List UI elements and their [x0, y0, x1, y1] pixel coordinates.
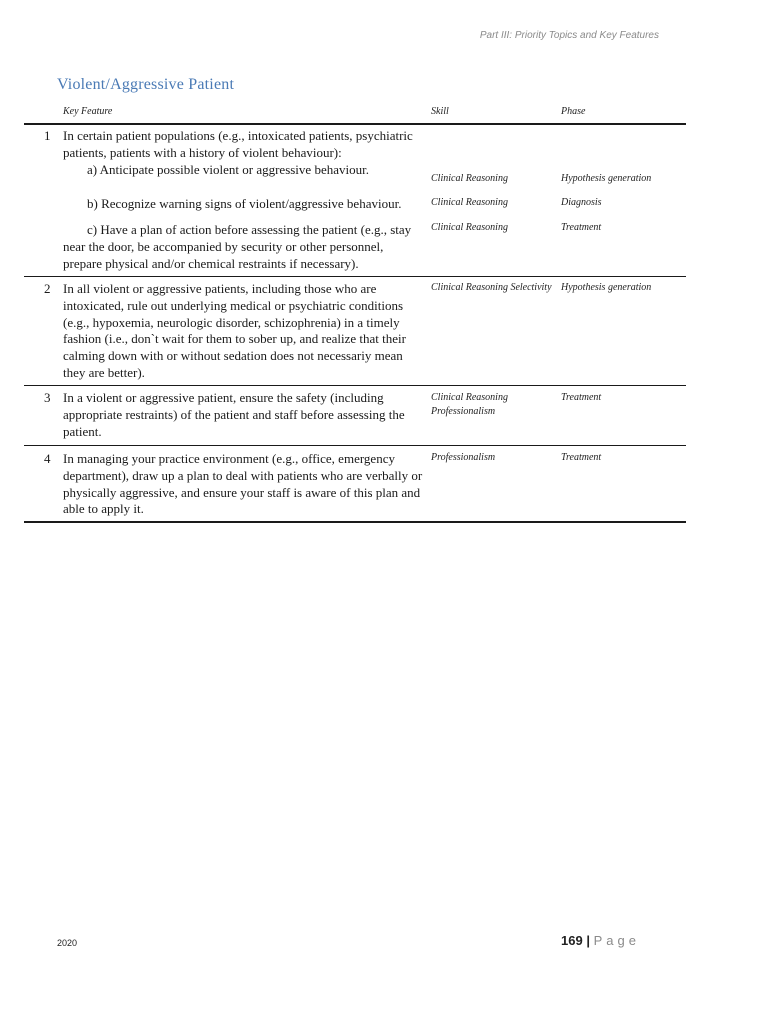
row-3-skill-line-2: Professionalism: [431, 406, 496, 417]
row-3-feature: In a violent or aggressive patient, ensure the safety (including appropriate restraints) of the patient and staff before assessing the patient.: [63, 390, 405, 439]
column-header-skill: Skill: [431, 106, 449, 117]
row-4-skill: Professionalism: [431, 452, 496, 463]
page-separator: |: [586, 933, 590, 948]
row-1a-skill: Clinical Reasoning: [431, 173, 508, 184]
page-number: 169: [561, 933, 583, 948]
row-2-skill: Clinical Reasoning Selectivity: [431, 282, 552, 293]
column-header-phase: Phase: [561, 106, 586, 117]
row-3-skill: [431, 391, 559, 419]
row-1a-text: a) Anticipate possible violent or aggressive behaviour.: [87, 162, 369, 177]
row-1b-text: b) Recognize warning signs of violent/aggressive behaviour.: [87, 196, 402, 211]
row-4-feature: In managing your practice environment (e.g., office, emergency department), draw up a plan to deal with patients who are verbally or physically aggressive, and ensure your staff is aware of this plan and able to apply it.: [63, 451, 423, 517]
row-1c-skill: Clinical Reasoning: [431, 222, 508, 233]
row-1a-phase: Hypothesis generation: [561, 173, 652, 184]
row-1b-skill: Clinical Reasoning: [431, 197, 508, 208]
row-1-rule: [24, 276, 686, 277]
row-2-number: 2: [44, 281, 51, 296]
row-2-phase: Hypothesis generation: [561, 282, 652, 293]
row-1b-phase: Diagnosis: [561, 197, 602, 208]
row-1c-text: c) Have a plan of action before assessing the patient (e.g., stay near the door, be accompanied by security or other personnel, prepare physical and/or chemical restraints if necessary).: [63, 222, 412, 271]
page-word: Page: [593, 933, 640, 948]
row-3-skill-line-1: Clinical Reasoning: [431, 392, 508, 403]
row-3-number: 3: [44, 390, 51, 405]
footer-page-label: [561, 933, 640, 948]
row-1-feature: In certain patient populations (e.g., intoxicated patients, psychiatric patients, patients with a history of violent behaviour):: [63, 128, 413, 160]
table-bottom-rule: [24, 521, 686, 523]
row-4-phase: Treatment: [561, 452, 602, 463]
footer-year: 2020: [57, 938, 78, 948]
row-3-phase: Treatment: [561, 392, 602, 403]
row-4-number: 4: [44, 451, 51, 466]
header-rule: [24, 123, 686, 125]
row-2-feature: In all violent or aggressive patients, including those who are intoxicated, rule out underlying medical or psychiatric conditions (e.g., hypoxemia, neurologic disorder, schizophrenia) in a timely fashion (i.e., don`t wait for them to sober up, and realize that their calming down with or without sedation does not necessariy mean they are better).: [63, 281, 406, 380]
section-title: Violent/Aggressive Patient: [57, 76, 235, 93]
column-header-key-feature: Key Feature: [63, 106, 113, 117]
row-3-rule: [24, 445, 686, 446]
row-1-number: 1: [44, 128, 51, 143]
running-header: Part III: Priority Topics and Key Features: [479, 30, 659, 41]
row-2-rule: [24, 385, 686, 386]
row-1c-phase: Treatment: [561, 222, 602, 233]
